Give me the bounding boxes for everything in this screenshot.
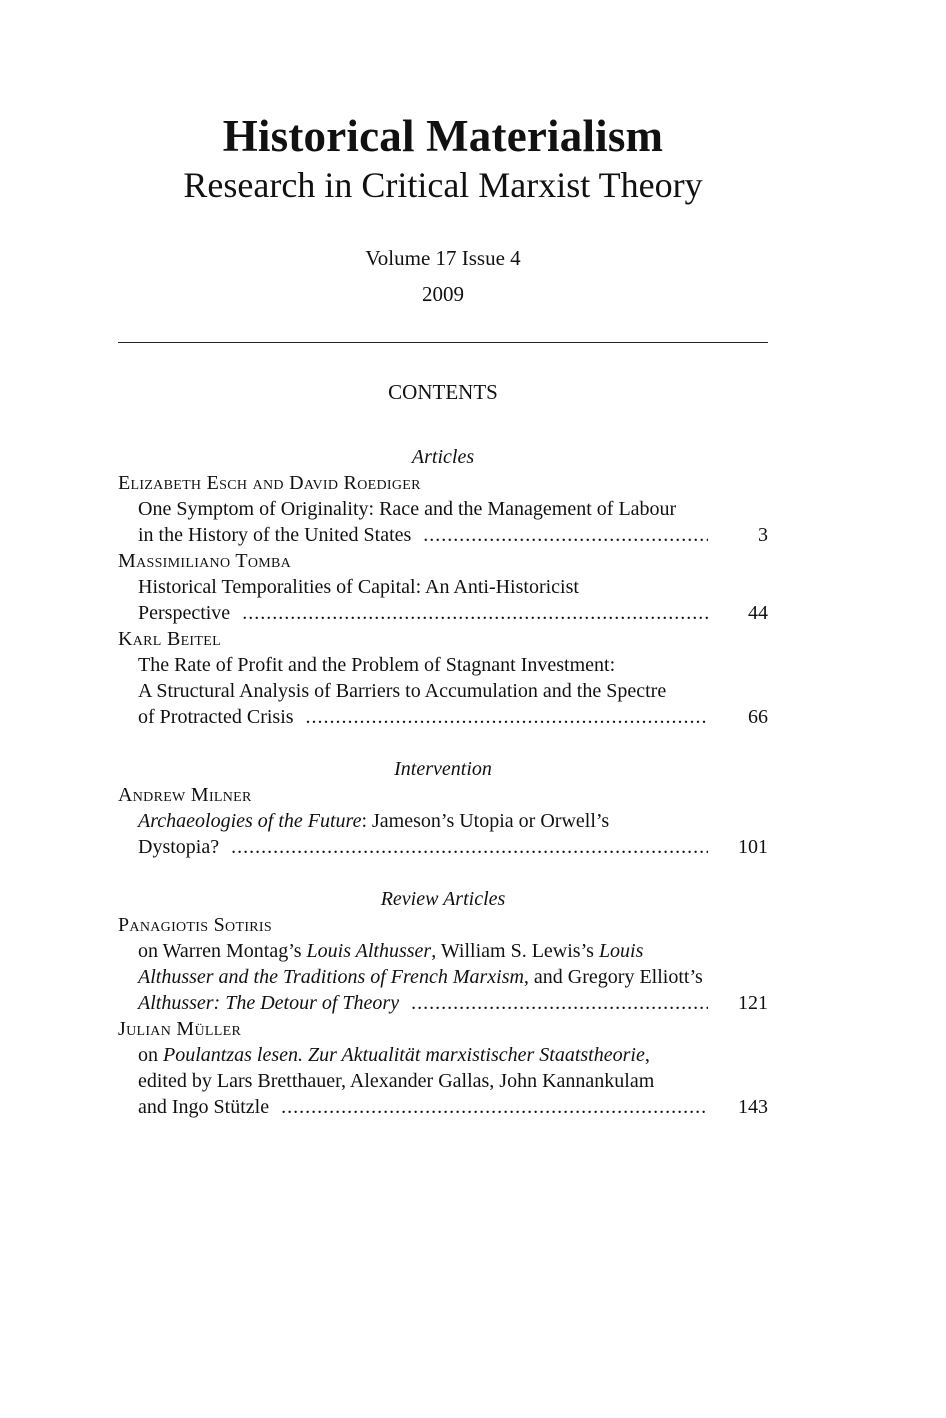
entry-title-line: Althusser: The Detour of Theory xyxy=(138,992,400,1014)
toc-entry-link[interactable] xyxy=(118,834,768,860)
section-heading-articles: Articles xyxy=(411,446,475,468)
dot-leader xyxy=(423,522,708,548)
entry-title-line: The Rate of Profit and the Problem of Stagnant Investment: xyxy=(138,654,616,676)
title-text: on xyxy=(138,1044,163,1066)
page-number: 121 xyxy=(738,992,768,1014)
entry-author: Massimiliano Tomba xyxy=(118,550,292,572)
dot-leader xyxy=(306,704,708,730)
page-number: 66 xyxy=(748,706,768,728)
entry-title-line: edited by Lars Bretthauer, Alexander Gallas, John Kannankulam xyxy=(138,1070,655,1092)
toc-entry-link[interactable] xyxy=(118,1094,768,1120)
title-text: on Warren Montag’s xyxy=(138,940,307,962)
entry-title-line: Historical Temporalities of Capital: An Anti-Historicist xyxy=(138,576,579,598)
page-number: 101 xyxy=(738,836,768,858)
entry-title-line xyxy=(118,964,768,990)
entry-author: Karl Beitel xyxy=(118,628,221,650)
page-number: 44 xyxy=(748,602,768,624)
title-text: , William S. Lewis’s xyxy=(431,940,599,962)
entry-title-line: in the History of the United States xyxy=(138,524,412,546)
entry-title-line xyxy=(118,1042,768,1068)
italic-title: Louis Althusser xyxy=(306,940,432,962)
contents-heading: CONTENTS xyxy=(388,380,498,404)
italic-title: Louis xyxy=(598,940,644,962)
section-heading-review-articles: Review Articles xyxy=(380,888,506,910)
dot-leader xyxy=(411,990,708,1016)
dot-leader xyxy=(231,834,708,860)
entry-title-line: Perspective xyxy=(138,602,231,624)
toc-entry-link[interactable] xyxy=(118,522,768,548)
entry-title-line: Dystopia? xyxy=(138,836,220,858)
italic-title: Poulantzas lesen. Zur Aktualität marxistischer Staatstheorie xyxy=(163,1044,645,1066)
italic-title: Archaeologies of the Future xyxy=(138,810,362,832)
entry-author: Julian Müller xyxy=(118,1018,242,1040)
title-text: : Jameson’s Utopia or Orwell’s xyxy=(361,810,610,832)
volume-issue: Volume 17 Issue 4 xyxy=(365,246,521,270)
section-heading-intervention: Intervention xyxy=(394,758,492,780)
italic-title: Althusser and the Traditions of French Marxism xyxy=(138,966,524,988)
entry-title-line: One Symptom of Originality: Race and the Management of Labour xyxy=(138,498,677,520)
journal-subtitle: Research in Critical Marxist Theory xyxy=(183,165,703,205)
page-number: 3 xyxy=(758,524,768,546)
entry-title-line: and Ingo Stützle xyxy=(138,1096,270,1118)
title-text: , xyxy=(644,1044,650,1066)
table-of-contents xyxy=(118,444,768,1120)
toc-entry-link[interactable] xyxy=(118,990,768,1016)
toc-entry-link[interactable] xyxy=(118,600,768,626)
entry-author: Panagiotis Sotiris xyxy=(118,914,272,936)
toc-entry-link[interactable] xyxy=(118,704,768,730)
dot-leader xyxy=(242,600,708,626)
entry-author: Andrew Milner xyxy=(118,784,252,806)
entry-title-line: of Protracted Crisis xyxy=(138,706,294,728)
journal-title: Historical Materialism xyxy=(222,111,664,161)
publication-year: 2009 xyxy=(422,282,464,306)
divider-rule xyxy=(118,342,768,343)
title-text: , and Gregory Elliott’s xyxy=(523,966,703,988)
dot-leader xyxy=(281,1094,708,1120)
page-number: 143 xyxy=(738,1096,768,1118)
entry-author: Elizabeth Esch and David Roediger xyxy=(118,472,421,494)
entry-title-line xyxy=(118,808,768,834)
entry-title-line: A Structural Analysis of Barriers to Accumulation and the Spectre xyxy=(138,680,667,702)
entry-title-line xyxy=(118,938,768,964)
